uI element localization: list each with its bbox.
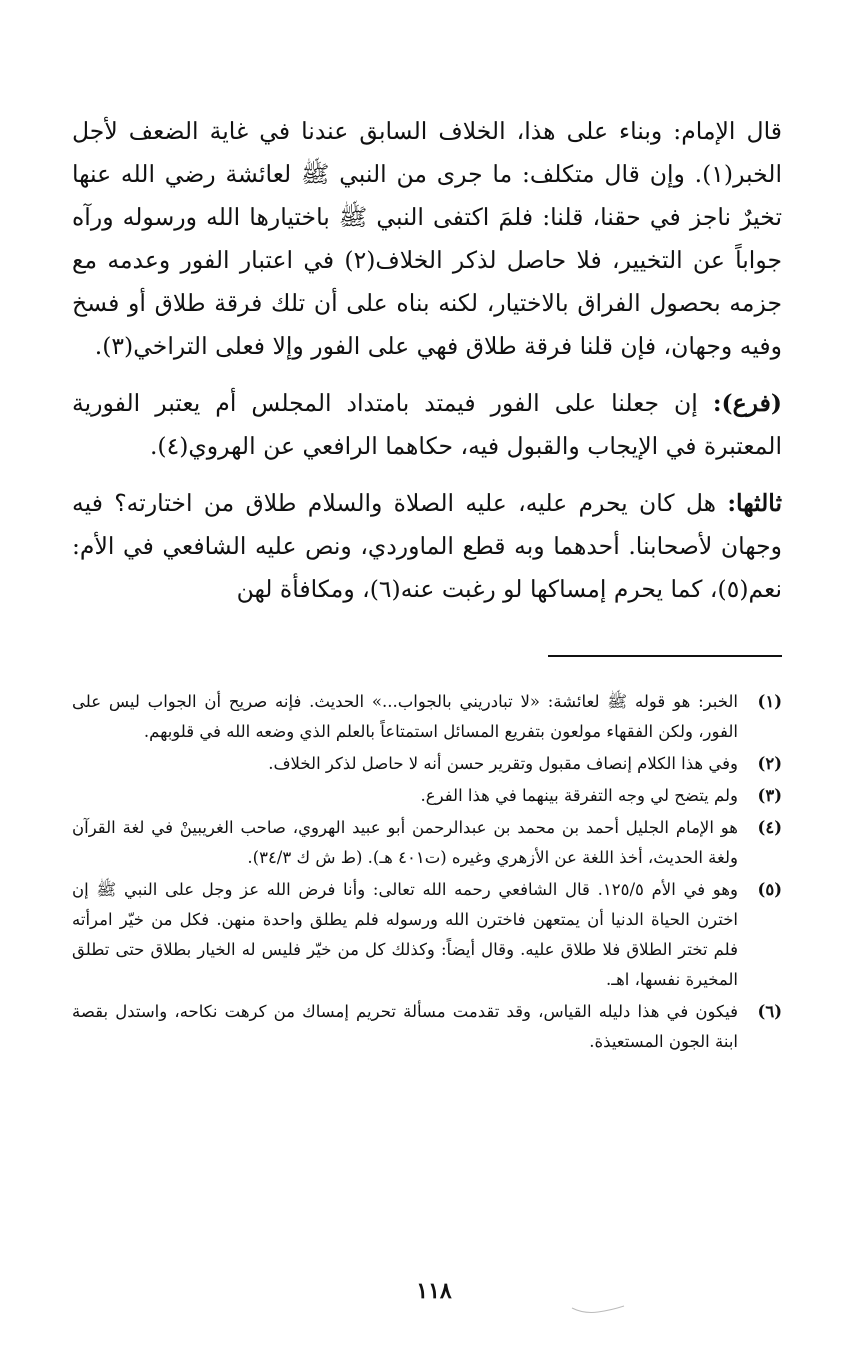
page-body (72, 110, 782, 1059)
footnote-6 (72, 997, 782, 1057)
footnote-4-text: هو الإمام الجليل أحمد بن محمد بن عبدالرحمن أبو عبيد الهروي، صاحب الغريبينْ في لغة القرآن ولغة الحديث، أخذ اللغة عن الأزهري وغيره (ت٤٠١ هـ). (ط ش ك ٣٤/٣). (72, 818, 738, 867)
footnote-3-number: (٣) (757, 786, 782, 805)
footnote-4 (72, 813, 782, 873)
footnote-1 (72, 687, 782, 747)
footnote-separator (548, 655, 782, 657)
footnote-2-number: (٢) (757, 754, 782, 773)
footnote-1-text: الخبر: هو قوله ﷺ لعائشة: «لا تبادريني بالجواب...» الحديث. فإنه صريح أن الجواب ليس على الفور، ولكن الفقهاء مولعون بتفريع المسائل استمتاعاً بالعلم الذي وضعه الله في قلوبهم. (72, 692, 738, 741)
footnote-2-text: وفي هذا الكلام إنصاف مقبول وتقرير حسن أنه لا حاصل لذكر الخلاف. (268, 754, 738, 773)
footnote-4-number: (٤) (757, 818, 782, 837)
footnote-1-number: (١) (757, 692, 782, 711)
footnote-5-number: (٥) (757, 880, 782, 899)
footnote-5 (72, 875, 782, 995)
main-text (72, 110, 782, 611)
page-number: ١١٨ (416, 1278, 452, 1304)
footnote-3-text: ولم يتضح لي وجه التفرقة بينهما في هذا الفرع. (420, 786, 738, 805)
paragraph-1 (72, 110, 782, 368)
footnote-6-text: فيكون في هذا دليله القياس، وقد تقدمت مسألة تحريم إمساك من كرهت نكاحه، واستدل بقصة ابنة الجون المستعيذة. (72, 1002, 738, 1051)
paragraph-3 (72, 482, 782, 611)
footnote-5-text: وهو في الأم ١٢٥/٥. قال الشافعي رحمه الله تعالى: وأنا فرض الله عز وجل على النبي ﷺ إن اخترن الحياة الدنيا أن يمتعهن فاخترن الله ورسوله فلم يطلق واحدة منهن. فكل من خيّر امرأته فلم تختر الطلاق فلا طلاق عليه. وقال أيضاً: وكذلك كل من خيّر فليس له الخيار بطلاق حتى تطلق المخيرة نفسها، اهـ. (72, 880, 738, 989)
footnote-2 (72, 749, 782, 779)
paragraph-3-text: هل كان يحرم عليه، عليه الصلاة والسلام طلاق من اختارته؟ فيه وجهان لأصحابنا. أحدهما وبه قطع الماوردي، ونص عليه الشافعي في الأم: نعم(٥)، كما يحرم إمساكها لو رغبت عنه(٦)، ومكافأة لهن (72, 489, 782, 603)
scan-smudge-mark (570, 1300, 630, 1320)
paragraph-2 (72, 382, 782, 468)
footnote-3 (72, 781, 782, 811)
footnote-separator-wrap (72, 625, 782, 687)
footnotes (72, 687, 782, 1057)
paragraph-1-text: قال الإمام: وبناء على هذا، الخلاف السابق عندنا في غاية الضعف لأجل الخبر(١). وإن قال متكلف: ما جرى من النبي ﷺ لعائشة رضي الله عنها تخيرٌ ناجز في حقنا، قلنا: فلمَ اكتفى النبي ﷺ باختيارها الله ورسوله ورآه جواباً عن التخيير، فلا حاصل لذكر الخلاف(٢) في اعتبار الفور وعدمه مع جزمه بحصول الفراق بالاختيار، لكنه بناه على أن تلك فرقة طلاق أو فسخ وفيه وجهان، فإن قلنا فرقة طلاق فهي على الفور وإلا فعلى التراخي(٣). (72, 117, 782, 360)
paragraph-2-text: إن جعلنا على الفور فيمتد بامتداد المجلس أم يعتبر الفورية المعتبرة في الإيجاب والقبول فيه، حكاهما الرافعي عن الهروي(٤). (72, 389, 782, 460)
footnote-6-number: (٦) (757, 1002, 782, 1021)
paragraph-2-lead: (فرع): (712, 389, 782, 417)
paragraph-3-lead: ثالثها: (727, 489, 782, 517)
